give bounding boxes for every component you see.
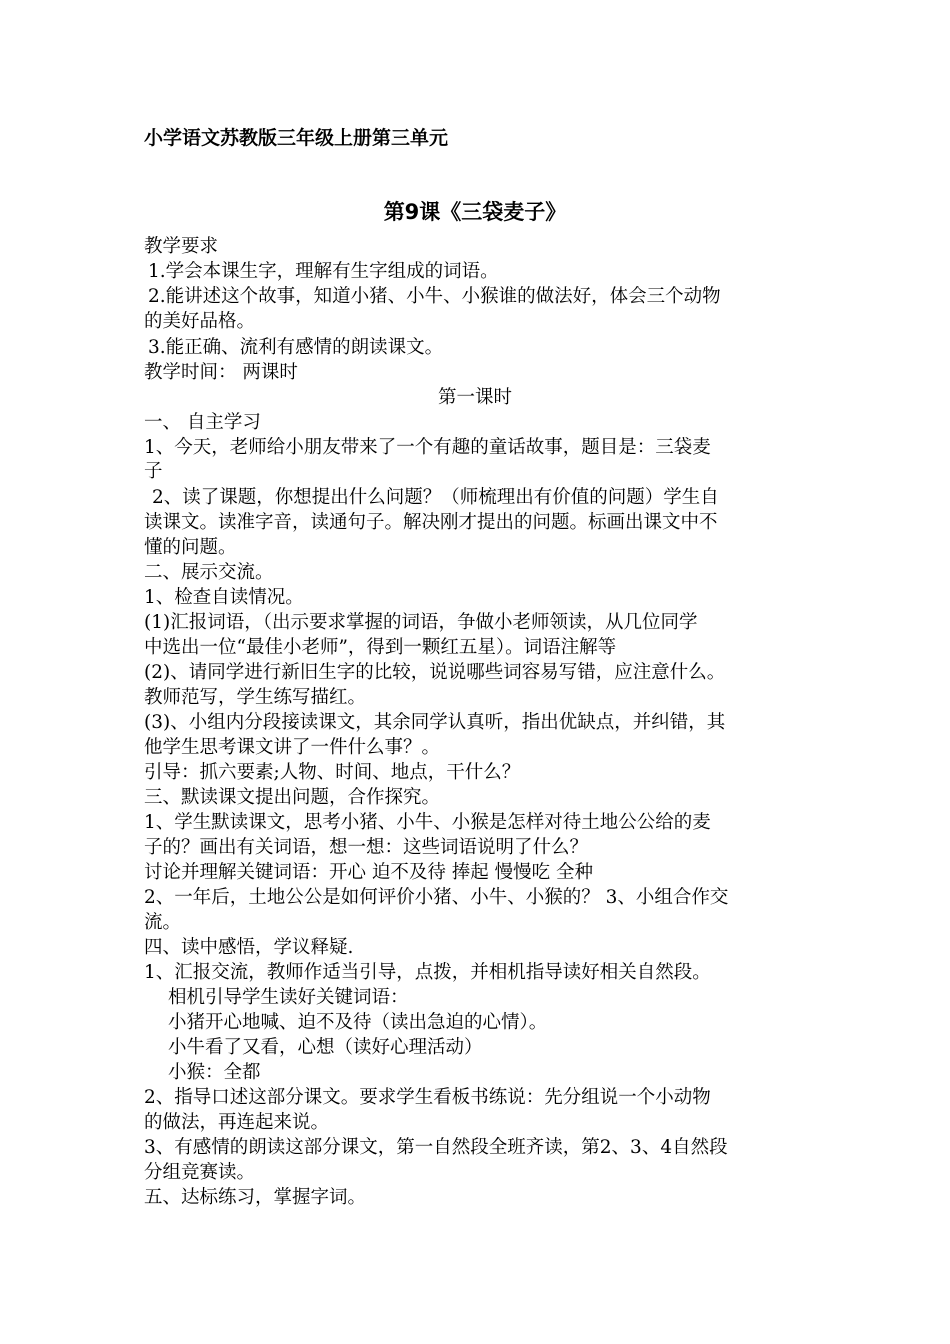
text-line: 的做法，再连起来说。 <box>144 1112 330 1133</box>
text-line: (2)、请同学进行新旧生字的比较，说说哪些词容易写错，应注意什么。 <box>144 662 726 683</box>
text-line: 一、 自主学习 <box>144 412 261 433</box>
document-header: 小学语文苏教版三年级上册第三单元 <box>144 127 449 149</box>
text-line: 小猪开心地喊、迫不及待（读出急迫的心情）。 <box>168 1012 548 1033</box>
text-line: 1.学会本课生字，理解有生字组成的词语。 <box>148 261 499 282</box>
text-line: 3.能正确、流利有感情的朗读课文。 <box>148 337 444 358</box>
text-line: 小牛看了又看，心想（读好心理活动） <box>168 1037 483 1058</box>
text-line: 的美好品格。 <box>144 311 256 332</box>
section-heading: 第一课时 <box>437 387 512 408</box>
lesson-title: 第9课《三袋麦子》 <box>383 200 567 224</box>
text-line: 他学生思考课文讲了一件什么事？。 <box>144 737 441 758</box>
text-line: (3)、小组内分段接读课文，其余同学认真听，指出优缺点，并纠错，其 <box>144 712 726 733</box>
text-line: 教学时间： 两课时 <box>144 362 298 383</box>
text-line: 子的？画出有关词语，想一想：这些词语说明了什么？ <box>144 837 589 858</box>
text-line: (1)汇报词语，（出示要求掌握的词语，争做小老师领读，从几位同学 <box>144 612 698 633</box>
text-line: 相机引导学生读好关键词语： <box>168 987 409 1008</box>
text-line: 三、默读课文提出问题，合作探究。 <box>144 787 441 808</box>
text-line: 2、读了课题，你想提出什么问题？（师梳理出有价值的问题）学生自 <box>152 487 719 508</box>
text-line: 2.能讲述这个故事，知道小猪、小牛、小猴谁的做法好，体会三个动物 <box>148 286 721 307</box>
text-line: 2、指导口述这部分课文。要求学生看板书练说：先分组说一个小动物 <box>144 1087 711 1108</box>
text-line: 1、学生默读课文，思考小猪、小牛、小猴是怎样对待土地公公给的麦 <box>144 812 711 833</box>
text-line: 流。 <box>144 912 182 933</box>
text-line: 教师范写，学生练写描红。 <box>144 687 367 708</box>
text-line: 引导：抓六要素;人物、时间、地点，干什么？ <box>144 762 521 783</box>
text-line: 二、展示交流。 <box>144 562 274 583</box>
text-line: 教学要求 <box>144 236 219 257</box>
text-line: 五、达标练习，掌握字词。 <box>144 1187 367 1208</box>
text-line: 懂的问题。 <box>144 537 237 558</box>
text-line: 2、一年后，土地公公是如何评价小猪、小牛、小猴的？ 3、小组合作交 <box>144 887 729 908</box>
text-line: 小猴：全都 <box>168 1062 261 1083</box>
text-line: 1、今天，老师给小朋友带来了一个有趣的童话故事，题目是：三袋麦 <box>144 437 711 458</box>
text-line: 讨论并理解关键词语：开心 迫不及待 捧起 慢慢吃 全种 <box>144 862 594 883</box>
text-line: 子 <box>144 461 163 482</box>
text-line: 读课文。读准字音，读通句子。解决刚才提出的问题。标画出课文中不 <box>144 512 718 533</box>
text-line: 四、读中感悟，学议释疑. <box>144 937 354 958</box>
text-line: 3、有感情的朗读这部分课文，第一自然段全班齐读，第2、3、4自然段 <box>144 1137 728 1158</box>
text-line: 中选出一位“最佳小老师”，得到一颗红五星）。词语注解等 <box>144 637 617 658</box>
text-line: 1、检查自读情况。 <box>144 587 304 608</box>
text-line: 1、汇报交流，教师作适当引导，点拨，并相机指导读好相关自然段。 <box>144 962 711 983</box>
text-line: 分组竞赛读。 <box>144 1162 256 1183</box>
